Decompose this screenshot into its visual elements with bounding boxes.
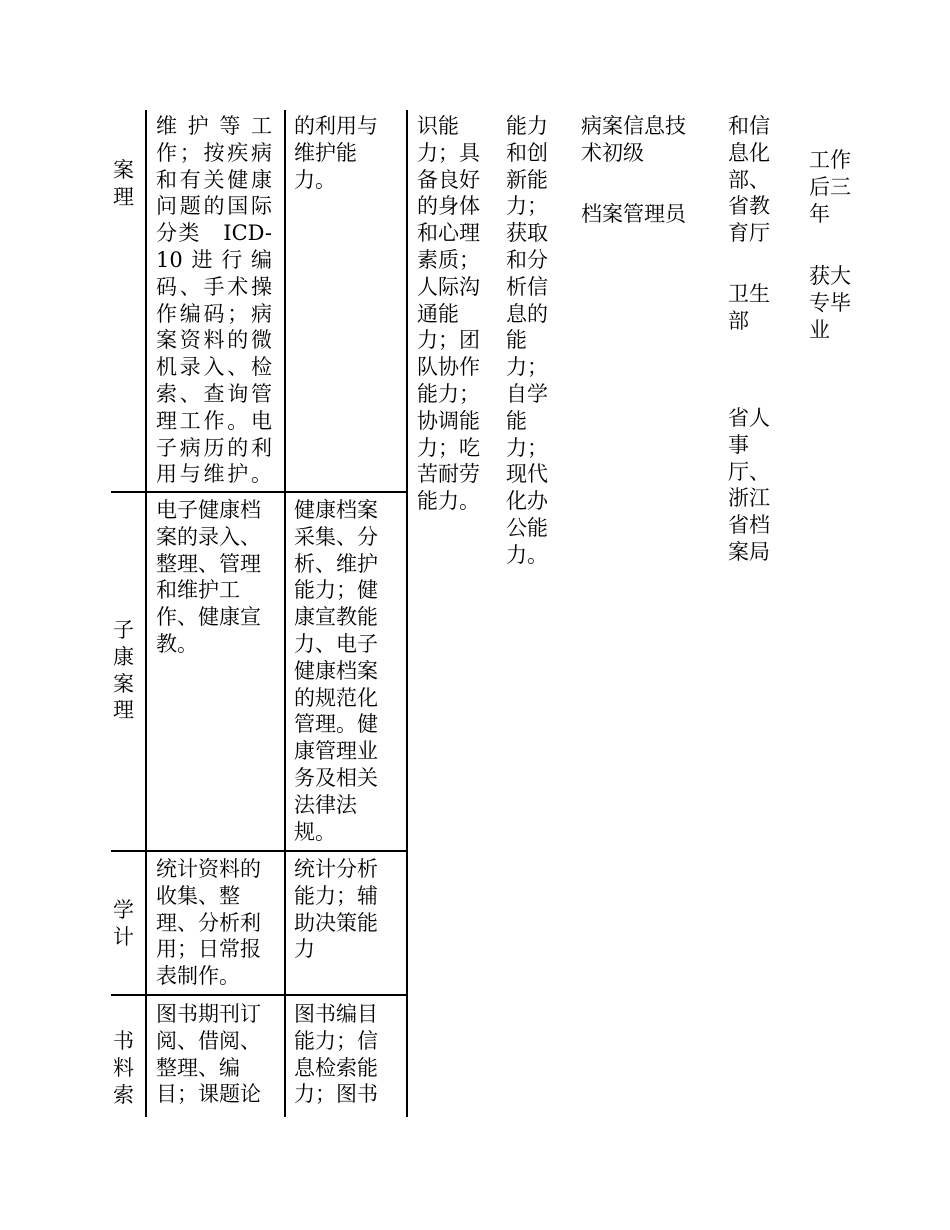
quality-requirements: 识能 力；具 备良好 的身体 和心理 素质； 人际沟 通能 力；团 队协作 能力； 协调能 力；吃 苦耐劳 能力。 (417, 114, 480, 514)
table-row-1-category: 案 理 (113, 158, 134, 209)
table-row-3-ability: 统计分析 能力；辅 助决策能 力 (294, 857, 378, 962)
table-row-2-content: 电子健康档 案的录入、 整理、管理 和维护工 作、健康宣 教。 (156, 498, 261, 656)
table-row-4-category: 书 料 索 (113, 1029, 134, 1107)
remark-graduation: 获大 专毕 业 (809, 264, 851, 342)
table-divider-content-ability (284, 110, 286, 1117)
table-row-4-content: 图书期刊订 阅、借阅、 整理、编 目；课题论 (156, 1002, 261, 1107)
issuer-ministry-education: 和信 息化 部、 省教 育厅 (728, 114, 770, 246)
table-row-3-content: 统计资料的 收集、整 理、分析利 用；日常报 表制作。 (156, 857, 261, 989)
table-divider-ability-quality (406, 110, 408, 1117)
table-border-left (145, 110, 147, 1117)
table-row-2-ability: 健康档案 采集、分 析、维护 能力；健 康宣教能 力、电子 健康档案 的规范化 管理。健 康管理业 务及相关 法律法 规。 (294, 498, 378, 844)
certificate-medical-record-tech: 病案信息技 术初级 (581, 114, 686, 165)
table-row-1-content: 维护等工 作；按疾病 和有关健康 问题的国际 分类 ICD- 10进行编 码、手术操 作编码；病 案资料的微 机录入、检 索、查询管 理工作。电 子病历的利 用与维护。 (156, 114, 272, 487)
table-row-divider-2 (111, 850, 407, 852)
table-row-1-ability: 的利用与 维护能 力。 (294, 114, 378, 192)
general-abilities: 能力 和创 新能 力； 获取 和分 析信 息的 能 力； 自学 能 力； 现代 化办 公能 力。 (506, 114, 548, 567)
table-row-2-category: 子 康 案 理 (113, 618, 134, 723)
remarks-column-clip (808, 140, 851, 360)
remark-work-years: 工作 后三 年 (809, 148, 851, 226)
table-row-divider-1 (111, 491, 407, 493)
table-row-divider-3 (111, 994, 407, 996)
table-row-4-ability: 图书编目 能力；信 息检索能 力；图书 (294, 1002, 378, 1107)
issuer-personnel-archives: 省人 事 厅、 浙江 省档 案局 (728, 406, 770, 564)
certificate-archive-manager: 档案管理员 (581, 202, 686, 226)
issuer-health-ministry: 卫生 部 (728, 282, 770, 333)
table-row-3-category: 学 计 (113, 898, 134, 949)
